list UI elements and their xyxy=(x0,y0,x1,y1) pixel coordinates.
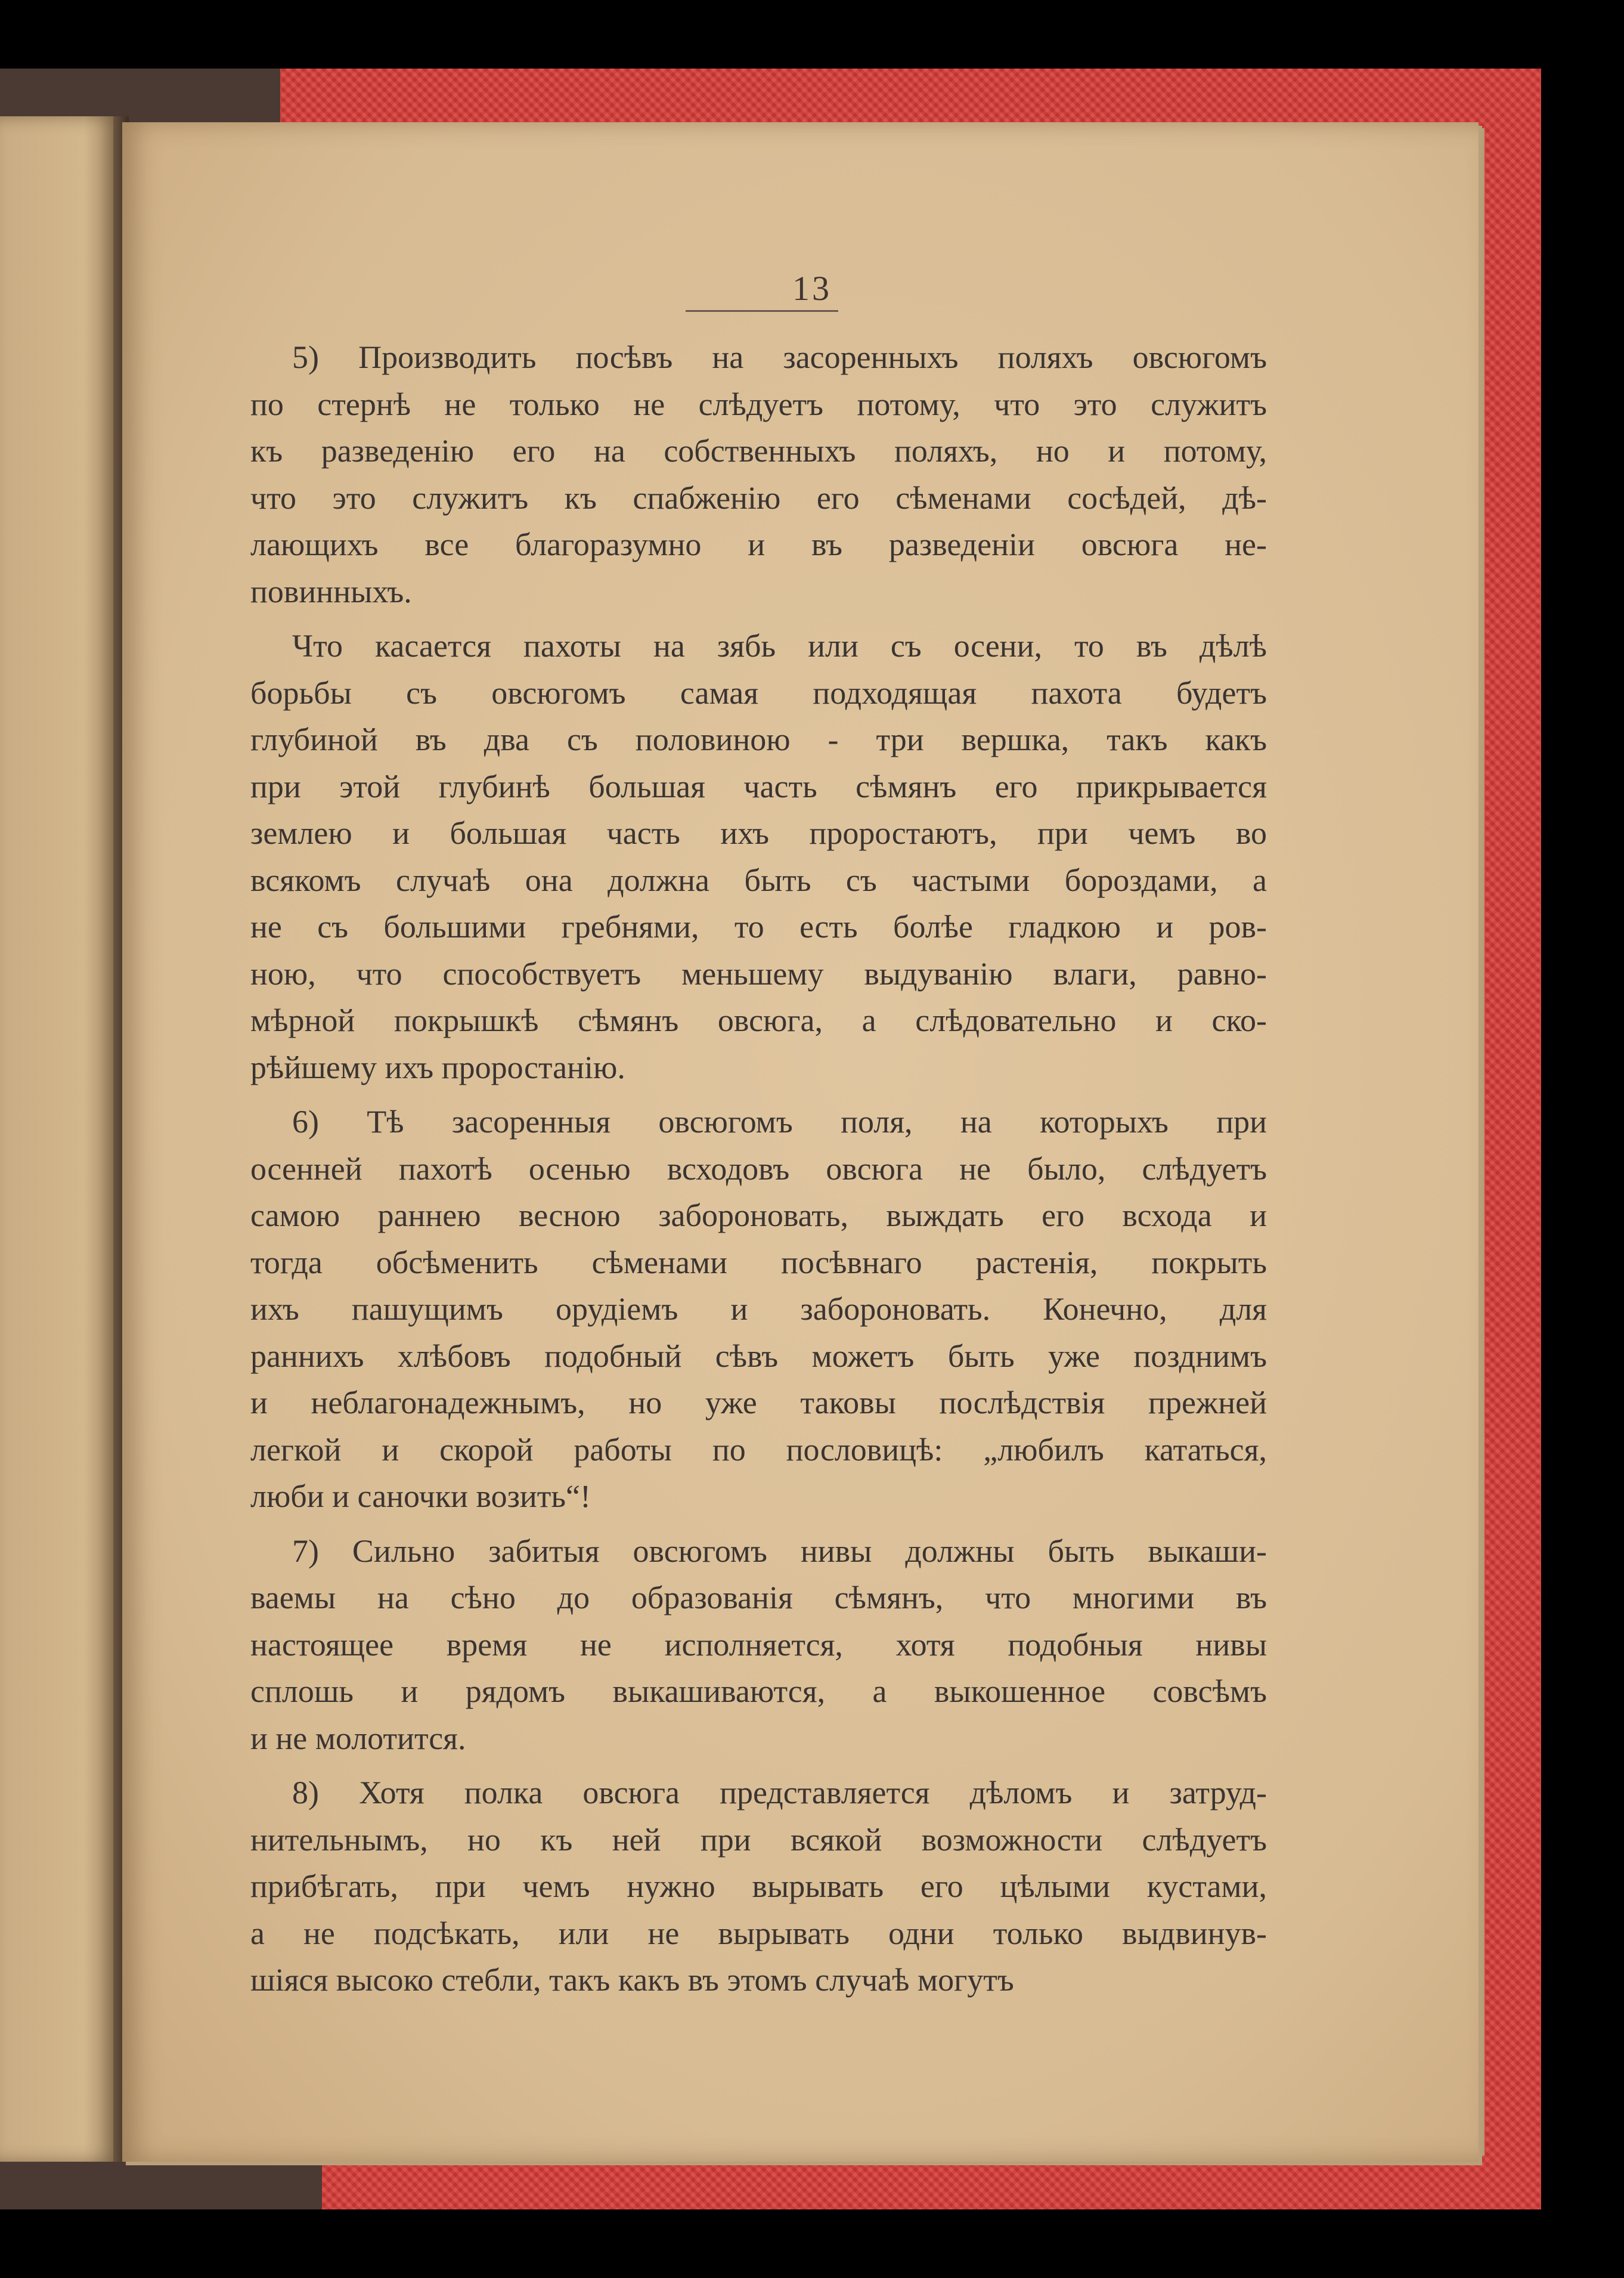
text-line: а не подсѣкать, или не вырывать одни только выдвинув- xyxy=(250,1915,1267,1951)
text-line: люби и саночки возить“! xyxy=(250,1478,591,1514)
text-line: не съ большими гребнями, то есть болѣе гладкою и ров- xyxy=(250,909,1267,945)
text-line: къ разведенію его на собственныхъ поляхъ, но и потому, xyxy=(250,433,1267,469)
text-line: и не молотится. xyxy=(250,1720,466,1756)
text-line: и неблагонадежнымъ, но уже таковы послѣдствія прежней xyxy=(250,1385,1267,1420)
text-line: землею и большая часть ихъ проростаютъ, при чемъ во xyxy=(250,815,1267,851)
paragraph xyxy=(250,623,1267,1091)
text-line: шіяся высоко стебли, такъ какъ въ этомъ случаѣ могутъ xyxy=(250,1962,1014,1998)
text-line: легкой и скорой работы по пословицѣ: „любилъ кататься, xyxy=(250,1431,1267,1468)
previous-page-edge xyxy=(0,116,119,2162)
text-line: 5) Производить посѣвъ на засоренныхъ поляхъ овсюгомъ xyxy=(292,339,1267,375)
page-number-rule xyxy=(686,310,838,312)
text-line: повинныхъ. xyxy=(250,573,412,609)
text-line: ною, что способствуетъ меньшему выдуванію влаги, равно- xyxy=(250,955,1267,992)
paragraph xyxy=(250,1098,1267,1520)
text-line: рѣйшему ихъ проростанію. xyxy=(250,1049,625,1085)
text-line: раннихъ хлѣбовъ подобный сѣвъ можетъ быть уже позднимъ xyxy=(250,1338,1267,1374)
text-line: настоящее время не исполняется, хотя подобныя нивы xyxy=(250,1626,1267,1663)
paragraph xyxy=(250,1769,1267,2004)
text-line: лающихъ все благоразумно и въ разведеніи овсюга не- xyxy=(250,527,1267,562)
text-line: самою раннею весною забороновать, выждать его всхода и xyxy=(250,1197,1267,1233)
text-line: Что касается пахоты на зябь или съ осени, то въ дѣлѣ xyxy=(292,628,1267,664)
page-body-text xyxy=(250,334,1267,2011)
text-line: прибѣгать, при чемъ нужно вырывать его цѣлыми кустами, xyxy=(250,1868,1267,1904)
text-line: нительнымъ, но къ ней при всякой возможности слѣдуетъ xyxy=(250,1821,1267,1858)
paragraph xyxy=(250,1528,1267,1762)
text-line: по стернѣ не только не слѣдуетъ потому, что это служитъ xyxy=(250,386,1267,422)
text-line: осенней пахотѣ осенью всходовъ овсюга не было, слѣдуетъ xyxy=(250,1150,1267,1187)
text-line: борьбы съ овсюгомъ самая подходящая пахота будетъ xyxy=(250,674,1267,711)
text-line: всякомъ случаѣ она должна быть съ частыми бороздами, а xyxy=(250,862,1267,898)
text-line: глубиной въ два съ половиною - три вершка, такъ какъ xyxy=(250,722,1267,757)
text-line: что это служитъ къ спабженію его сѣменами сосѣдей, дѣ- xyxy=(250,479,1267,516)
text-line: тогда обсѣменить сѣменами посѣвнаго растенія, покрыть xyxy=(250,1244,1267,1280)
text-line: 7) Сильно забитыя овсюгомъ нивы должны быть выкаши- xyxy=(292,1533,1267,1569)
text-line: мѣрной покрышкѣ сѣмянъ овсюга, а слѣдовательно и ско- xyxy=(250,1002,1267,1038)
book-spine-top xyxy=(0,69,280,122)
text-line: ваемы на сѣно до образованія сѣмянъ, что многими въ xyxy=(250,1580,1267,1615)
text-line: сплошь и рядомъ выкашиваются, а выкошенное совсѣмъ xyxy=(250,1673,1267,1709)
text-line: 8) Хотя полка овсюга представляется дѣломъ и затруд- xyxy=(292,1775,1267,1810)
text-line: ихъ пашущимъ орудіемъ и забороновать. Конечно, для xyxy=(250,1291,1267,1327)
text-line: 6) Тѣ засоренныя овсюгомъ поля, на которыхъ при xyxy=(292,1104,1267,1140)
text-line: при этой глубинѣ большая часть сѣмянъ его прикрывается xyxy=(250,768,1267,804)
page-number: 13 xyxy=(792,269,832,308)
paragraph xyxy=(250,334,1267,615)
